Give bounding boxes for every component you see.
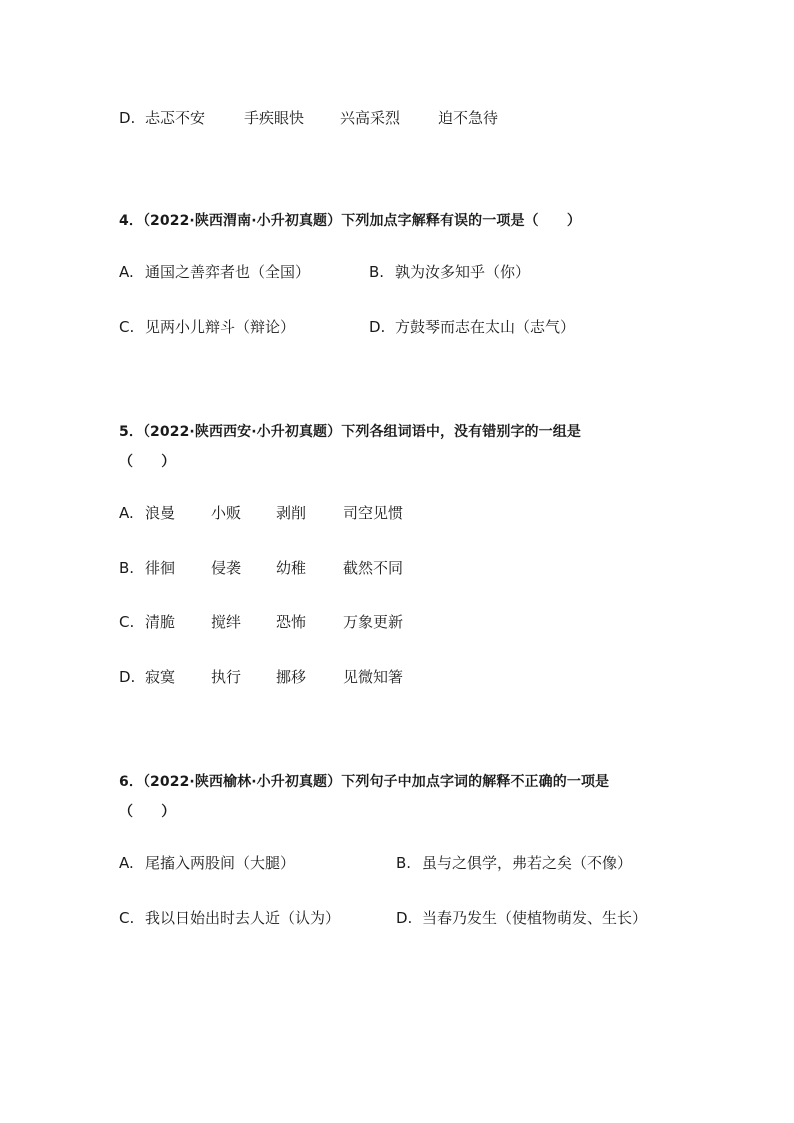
q5-option-b (119, 558, 403, 578)
option-word: 挪移 (276, 668, 307, 686)
option-word: 寂寞 (145, 668, 176, 686)
option-text: 虽与之俱学，弗若之矣（不像） (422, 854, 633, 872)
q5-stem-line-1: 5．（2022·陕西西安·小升初真题）下列各组词语中，没有错别字的一组是 (119, 424, 581, 440)
q5-option-c (119, 612, 403, 632)
option-word: 手疾眼快 (244, 109, 305, 127)
option-letter: D. (369, 318, 386, 336)
option-word: 忐忑不安 (145, 109, 206, 127)
option-word: 兴高采烈 (340, 109, 401, 127)
option-text: 见两小儿辩斗（辩论） (145, 318, 296, 336)
option-word: 万象更新 (343, 613, 404, 631)
option-letter: A. (119, 263, 134, 281)
option-letter: C. (119, 909, 135, 927)
option-word: 侵袭 (211, 559, 242, 577)
q4-option-a (119, 262, 310, 282)
option-word: 浪曼 (145, 504, 176, 522)
option-text: 当春乃发生（使植物萌发、生长） (422, 909, 648, 927)
q4-stem: 4．（2022·陕西渭南·小升初真题）下列加点字解释有误的一项是（ ） (119, 213, 581, 229)
option-text: 孰为汝多知乎（你） (395, 263, 531, 281)
option-word: 见微知箸 (343, 668, 404, 686)
q6-option-b (396, 853, 632, 873)
q5-option-a (119, 503, 403, 523)
q4-option-c (119, 317, 295, 337)
option-letter: D. (119, 668, 136, 686)
option-word: 迫不急待 (438, 109, 499, 127)
option-text: 尾搐入两股间（大腿） (145, 854, 296, 872)
option-letter: D. (119, 109, 136, 127)
option-letter: A. (119, 854, 134, 872)
option-word: 幼稚 (276, 559, 307, 577)
option-letter: B. (119, 559, 135, 577)
q6-stem-line-2: （ ） (119, 804, 176, 820)
option-word: 搅绊 (211, 613, 242, 631)
option-word: 执行 (211, 668, 242, 686)
option-letter: B. (369, 263, 385, 281)
option-text: 我以日始出时去人近（认为） (145, 909, 341, 927)
option-letter: D. (396, 909, 413, 927)
q6-option-a (119, 853, 295, 873)
option-word: 截然不同 (343, 559, 404, 577)
option-letter: B. (396, 854, 412, 872)
option-word: 清脆 (145, 613, 176, 631)
option-letter: C. (119, 613, 135, 631)
option-letter: C. (119, 318, 135, 336)
option-text: 方鼓琴而志在太山（志气） (395, 318, 576, 336)
option-word: 徘徊 (145, 559, 176, 577)
q6-option-c (119, 908, 340, 928)
q5-option-d (119, 667, 403, 687)
option-text: 通国之善弈者也（全国） (145, 263, 311, 281)
option-word: 小贩 (211, 504, 242, 522)
option-word: 剥削 (276, 504, 307, 522)
q4-option-d (369, 317, 575, 337)
q4-option-b (369, 262, 530, 282)
q6-option-d (396, 908, 647, 928)
option-letter: A. (119, 504, 134, 522)
option-word: 司空见惯 (343, 504, 404, 522)
q6-stem-line-1: 6．（2022·陕西榆林·小升初真题）下列句子中加点字词的解释不正确的一项是 (119, 774, 610, 790)
q3-option-d (119, 108, 498, 128)
q5-stem-line-2: （ ） (119, 454, 176, 470)
option-word: 恐怖 (276, 613, 307, 631)
